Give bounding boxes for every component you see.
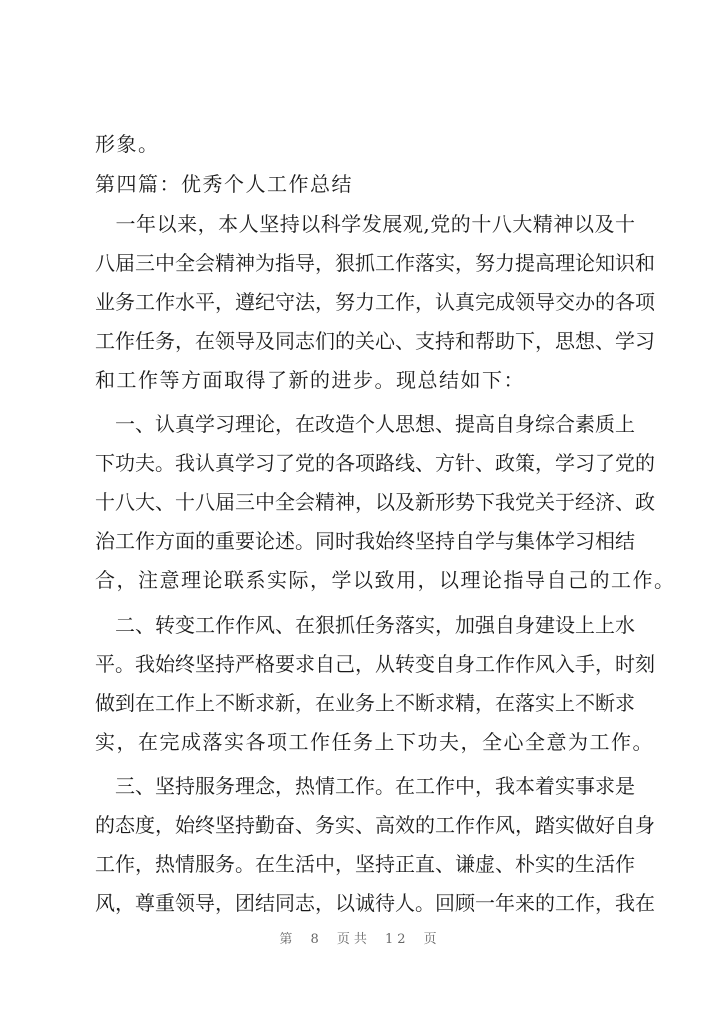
text-line: 工作任务，在领导及同志们的关心、支持和帮助下，思想、学习 [95, 329, 655, 353]
text-line: 业务工作水平，遵纪守法，努力工作，认真完成领导交办的各项 [95, 290, 655, 314]
text-line: 形象。 [95, 132, 160, 156]
text-line: 和工作等方面取得了新的进步。现总结如下： [95, 368, 525, 392]
text-line: 的态度，始终坚持勤奋、务实、高效的工作作风，踏实做好自身 [95, 813, 655, 837]
text-line: 下功夫。我认真学习了党的各项路线、方针、政策，学习了党的 [95, 451, 655, 475]
page-footer: 第 8 页共 12 页 [279, 932, 441, 947]
text-line: 实，在完成落实各项工作任务上下功夫，全心全意为工作。 [95, 730, 654, 754]
text-line: 一年以来，本人坚持以科学发展观,党的十八大精神以及十 [95, 212, 635, 236]
section-heading: 第四篇：优秀个人工作总结 [95, 172, 353, 196]
text-line: 平。我始终坚持严格要求自己，从转变自身工作作风入手，时刻 [95, 652, 655, 676]
text-line: 三、坚持服务理念，热情工作。在工作中，我本着实事求是 [95, 774, 635, 798]
text-line: 一、认真学习理论，在改造个人思想、提高自身综合素质上 [95, 412, 635, 436]
text-line: 八届三中全会精神为指导，狠抓工作落实，努力提高理论知识和 [95, 251, 655, 275]
text-line: 十八大、十八届三中全会精神，以及新形势下我党关于经济、政 [95, 490, 655, 514]
text-line: 二、转变工作作风、在狠抓任务落实，加强自身建设上上水 [95, 613, 635, 637]
text-line: 治工作方面的重要论述。同时我始终坚持自学与集体学习相结 [95, 529, 635, 553]
text-line: 风，尊重领导，团结同志，以诚待人。回顾一年来的工作，我在 [95, 891, 655, 915]
text-line: 工作，热情服务。在生活中，坚持正直、谦虚、朴实的生活作 [95, 852, 635, 876]
text-line: 做到在工作上不断求新，在业务上不断求精，在落实上不断求 [95, 691, 635, 715]
text-line: 合，注意理论联系实际，学以致用，以理论指导自己的工作。 [95, 568, 676, 592]
